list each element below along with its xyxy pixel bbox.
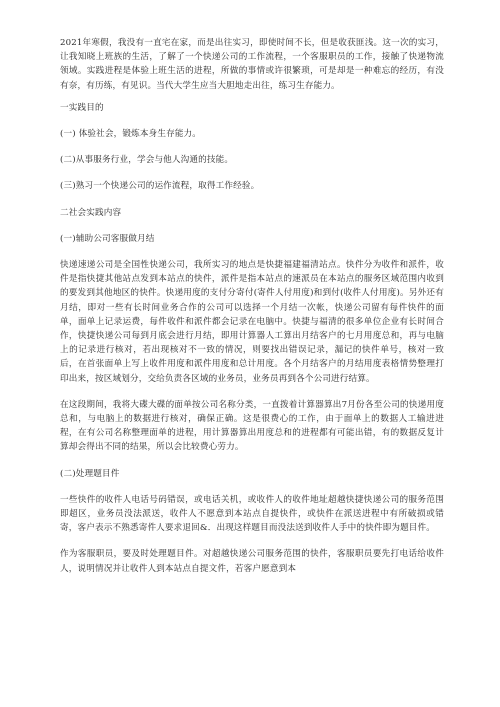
- billing-work-paragraph: 在这段期间，我将大碟大碟的面单按公司名称分类，一直拨着计算器算出7月份各至公司的快递用度总和，与电脑上的数据进行核对，确保正确。这是很费心的工作，由于面单上的数据人工输进进程，在有公司名称整理面单的进程，用计算器算出用度总和的进程都有可能出错，有的数据反复计算却会得出不同的结果，所以会比较费心劳力。: [60, 399, 444, 453]
- goal-item-3: (三)熟习一个快递公司的运作流程，取得工作经验。: [60, 181, 260, 192]
- section-heading-purpose: 一实践目的: [60, 102, 104, 113]
- handling-paragraph: 作为客服职员，要及时处理题目件。对超越快递公司服务范围的快件，客服职员要先打电话给收件人，说明情况并让收件人到本站点自提文件，若客户愿意到本: [60, 549, 444, 574]
- goal-item-2: (二)从事服务行业，学会与他人沟通的技能。: [60, 155, 234, 166]
- subsection-heading-monthly: (一)辅助公司客服做月结: [60, 233, 155, 244]
- problem-parcel-paragraph: 一些快件的收件人电话号码错误，或电话关机，或收件人的收件地址超越快捷快递公司的服务范围即超区，业务员没法派送，收件人不愿意到本站点自提快件，或快件在派送进程中有所破损或错寄，客户表示不熟悉寄件人要求退回&．出现这样题目而没法送到收件人手中的快件即为题目件。: [60, 494, 444, 534]
- document-page: [60, 36, 444, 584]
- intro-paragraph: 2021年寒假，我没有一直宅在家，而是出往实习，即使时间不长，但是收获匪浅。这一次的实习，让我知晓上班族的生活，了解了一个快递公司的工作流程，一个客服职员的工作，接触了快递物流领域。实践进程是体验上班生活的进程，所做的事情或许很繁琐，可是却是一种难忘的经历，有没有奈，有历练，有见识。当代大学生应当大胆地走出往，练习生存能力。: [60, 38, 444, 91]
- subsection-heading-problem: (二)处理题目件: [60, 468, 120, 479]
- goal-item-1: (一) 体验社会，锻炼本身生存能力。: [60, 129, 202, 140]
- monthly-billing-paragraph: 快递速递公司是全国性快递公司，我所实习的地点是快捷福建福清站点。快件分为收件和派件，收件是指快捷其他站点发到本站点的快件，派件是指本站点的速派员在本站点的服务区域范围内收到的要发到其他地区的快件。快递用度的支付分寄付(寄件人付用度)和到付(收件人付用度)。另外还有月结，即对一些有长时间业务合作的公司可以选择一个月结一次帐，快递公司留有每件快件的面单，面单上记录运费，每件收件和派件都会记录在电脑中。快捷与福清的很多单位企业有长时间合作，快捷快递公司每到月底会进行月结，即用计算器人工算出月结客户的七月用度总和，再与电脑上的记录进行核对，若出现核对不一致的情况，则要找出错误记录，漏记的快件单号，核对一致后，在首张面单上写上收件用度和派件用度和总计用度。各个月结客户的月结用度表格情势整理打印出来，按区域划分，交给负责各区域的业务员，业务员再到各个公司进行结算。: [60, 260, 444, 384]
- section-heading-content: 二社会实践内容: [60, 207, 122, 218]
